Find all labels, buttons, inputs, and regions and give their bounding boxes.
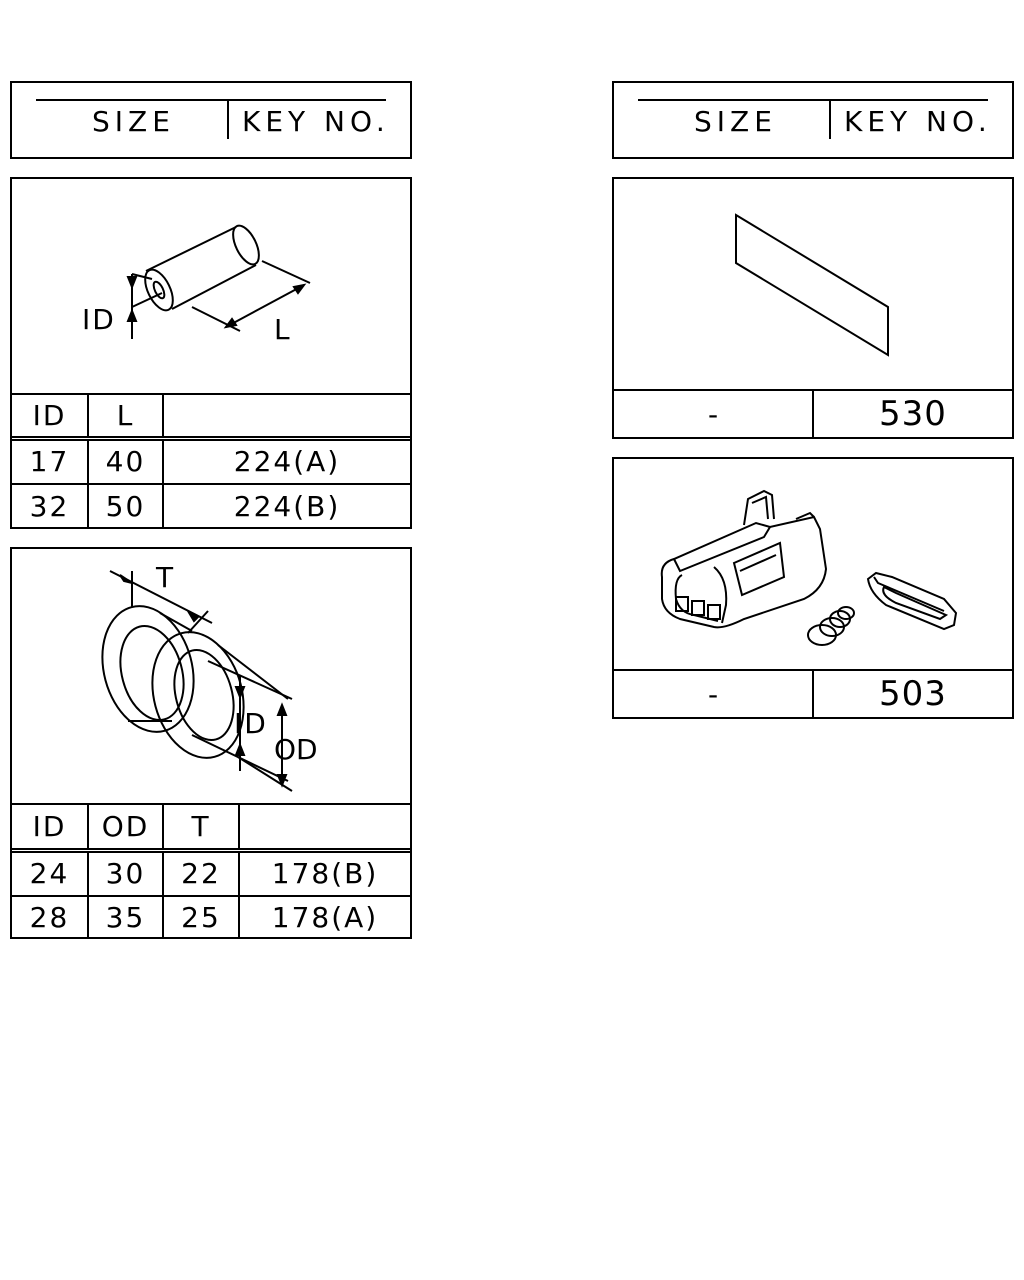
col-header-od: OD [88, 804, 163, 850]
header-divider [829, 101, 831, 139]
size-cell: - [614, 671, 814, 717]
cell-t: 25 [163, 896, 239, 938]
connector-size-row [614, 669, 1012, 717]
grommet-id-dim-label: ID [234, 707, 268, 740]
table-row [12, 484, 410, 528]
tube-id-dim-label: ID [82, 303, 116, 336]
tube-table [12, 393, 410, 528]
cell-id: 24 [12, 850, 88, 896]
tape-panel [612, 177, 1014, 439]
size-header-label: SIZE [694, 105, 777, 138]
size-header-label: SIZE [92, 105, 175, 138]
table-row [12, 896, 410, 938]
col-header-key [239, 804, 410, 850]
key-no-cell: 503 [879, 674, 947, 714]
left-header-box [10, 81, 412, 159]
key-no-header-label: KEY NO. [844, 105, 992, 138]
cell-key-no: 224(B) [163, 484, 410, 528]
connector-panel [612, 457, 1014, 719]
cell-l: 50 [88, 484, 163, 528]
size-cell: - [614, 391, 814, 437]
header-divider [227, 101, 229, 139]
cell-od: 30 [88, 850, 163, 896]
header-rule [36, 99, 386, 101]
key-no-cell: 530 [879, 394, 947, 434]
col-header-t: T [163, 804, 239, 850]
tube-l-dim-label: L [274, 313, 290, 346]
grommet-table [12, 803, 410, 938]
tape-size-row [614, 389, 1012, 437]
grommet-t-dim-label: T [156, 561, 174, 594]
table-row [12, 438, 410, 484]
tube-illustration [12, 179, 410, 393]
col-header-l: L [88, 394, 163, 438]
cell-key-no: 178(B) [239, 850, 410, 896]
cell-key-no: 178(A) [239, 896, 410, 938]
cell-od: 35 [88, 896, 163, 938]
grommet-od-dim-label: OD [274, 733, 318, 766]
cell-key-no: 224(A) [163, 438, 410, 484]
right-header-box [612, 81, 1014, 159]
grommet-illustration [12, 549, 410, 803]
cell-l: 40 [88, 438, 163, 484]
col-header-id: ID [12, 394, 88, 438]
cell-id: 17 [12, 438, 88, 484]
col-header-key [163, 394, 410, 438]
table-row [12, 850, 410, 896]
tape-illustration [614, 179, 1012, 393]
col-header-id: ID [12, 804, 88, 850]
cell-id: 28 [12, 896, 88, 938]
key-no-header-label: KEY NO. [242, 105, 390, 138]
header-rule [638, 99, 988, 101]
connector-illustration [614, 459, 1012, 673]
grommet-panel [10, 547, 412, 939]
tube-panel [10, 177, 412, 529]
cell-id: 32 [12, 484, 88, 528]
cell-t: 22 [163, 850, 239, 896]
